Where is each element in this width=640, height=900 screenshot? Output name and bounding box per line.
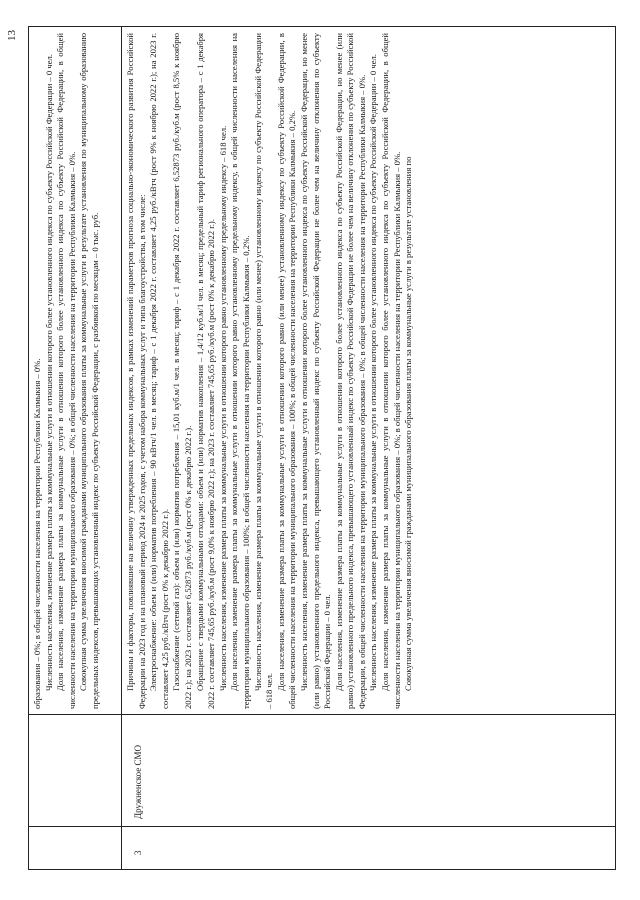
row1-line: Доля населения, изменение размера платы за коммунальные услуги в отношении которого более установленного индекса по субъекту Российской Федерации, в общей численности населения на территории муниципального образования – 0%; в общей численности населения на территории Республики Калмыкия – 0%. <box>55 33 77 709</box>
row2-line: Доля населения, изменение размера платы за коммунальные услуги в отношении которого равно (или менее) установленному индексу по субъекту Российской Федерации, в общей численности населения на территории муниципального образования – 100%; в общей численности населения на территории Республики Калмыкия – 0,2%. <box>275 33 298 709</box>
row-divider <box>121 27 122 869</box>
row2-line: Причины и факторы, повлиявшие на величину утвержденных предельных индексов, в рамках изменений параметров прогноза социально-экономического развития Российской Федерации на 2023 год и на плановый период 2024 и 2025 годов, с учетом набора коммунальных услуг и типа благоустройства, в том числе: <box>125 33 147 709</box>
row2-text <box>125 33 415 709</box>
row2-line: Численность населения, изменение размера платы за коммунальные услуги в отношении которого равно установленному предельному индексу – 618 чел. <box>217 125 228 691</box>
row1-text <box>32 33 102 709</box>
row1-line: Численность населения, изменение размера платы за коммунальные услуги в отношении которого более установленного индекса по субъекту Российской Федерации – 0 чел. <box>43 54 54 691</box>
row2-line: Обращение с твердыми коммунальными отходами: объем и (или) норматив накопления – 1,4/12 куб.м/1 чел. в месяц; предельный тариф регионального оператора – с 1 декабря 2022 г. составляет 745,65 руб./куб.м (рост 9,0% к ноябрю 2022 г.); на 2023 г. составляет 745,65 руб./куб.м (рост 0% к декабрю 2022 г.). <box>194 33 217 709</box>
row2-line: Численность населения, изменение размера платы за коммунальные услуги в отношении которого более установленного индекса по субъекту Российской Федерации, но менее (или равно) установленного предельного индекса, превышающего установленный индекс по субъекту Российской Федерации не более чем на величину отклонения по субъекту Российской Федерации – 0 чел. <box>298 33 333 709</box>
page-number: 13 <box>6 30 18 41</box>
data-table <box>28 26 616 870</box>
row-number: 3 <box>133 850 143 855</box>
row2-line: Численность населения, изменение размера платы за коммунальные услуги в отношении которого более установленного индекса по субъекту Российской Федерации – 0 чел. <box>368 54 379 691</box>
row2-line: Доля населения, изменение размера платы за коммунальные услуги в отношении которого равно установленному предельному индексу, в общей численности населения на территории муниципального образования – 100%; в общей численности населения на территории Республики Калмыкия – 0,2%. <box>229 33 251 709</box>
row2-line: Численность населения, изменение размера платы за коммунальные услуги в отношении которого равно (или менее) установленному индексу по субъекту Российской Федерации – 618 чел. <box>252 33 275 709</box>
row1-line: Совокупная сумма увеличения вносимой гражданами муниципального образования платы за коммунальные услуги в результате установления по муниципальному образованию предельных индексов, превышающих установленный индекс по субъекту Российской Федерации, с разбивкой по месяцам – 0 тыс. руб. <box>78 33 100 709</box>
row1-line: образования – 0%; в общей численности населения на территории Республики Калмыкия – 0%. <box>32 358 42 709</box>
municipality-name: Дружненское СМО <box>133 744 143 819</box>
row2-line: Совокупная сумма увеличения вносимой гражданами муниципального образования платы за коммунальные услуги в результате установления по <box>403 156 414 691</box>
column-divider <box>29 826 615 827</box>
row2-line: Газоснабжение (сетевой газ): объем и (или) норматив потребления – 15,01 куб.м/1 чел. в месяц; тариф – с 1 декабря 2022 г. составляет 6,52873 руб./куб.м (рост 8,5% к ноябрю 2022 г.); на 2023 г. составляет 6,52873 руб./куб.м (рост 0% к декабрю 2022 г.). <box>171 33 193 709</box>
row2-line: Доля населения, изменение размера платы за коммунальные услуги в отношении которого более установленного индекса по субъекту Российской Федерации, в общей численности населения на территории муниципального образования – 0%; в общей численности населения на территории Республики Калмыкия – 0%. <box>380 33 402 709</box>
column-divider <box>29 714 615 715</box>
row2-line: Электроснабжение: объем и (или) норматив потребления – 90 кВтч/1 чел. в месяц; тариф – с 1 декабря 2022 г. составляет 4,25 руб./кВтч (рост 9% к ноябрю 2022 г.); на 2023 г. составляет 4,25 руб./кВтч (рост 0% к декабрю 2022 г.). <box>148 33 170 709</box>
row2-line: Доля населения, изменение размера платы за коммунальные услуги в отношении которого более установленного индекса по субъекту Российской Федерации, но менее (или равно) установленного предельного индекса, превышающего установленный индекс по субъекту Российской Федерации не более чем на величину отклонения по субъекту Российской Федерации, в общей численности населения на территории муниципального образования – 0%; в общей численности населения на территории Республики Калмыкия – 0%. <box>333 33 367 709</box>
